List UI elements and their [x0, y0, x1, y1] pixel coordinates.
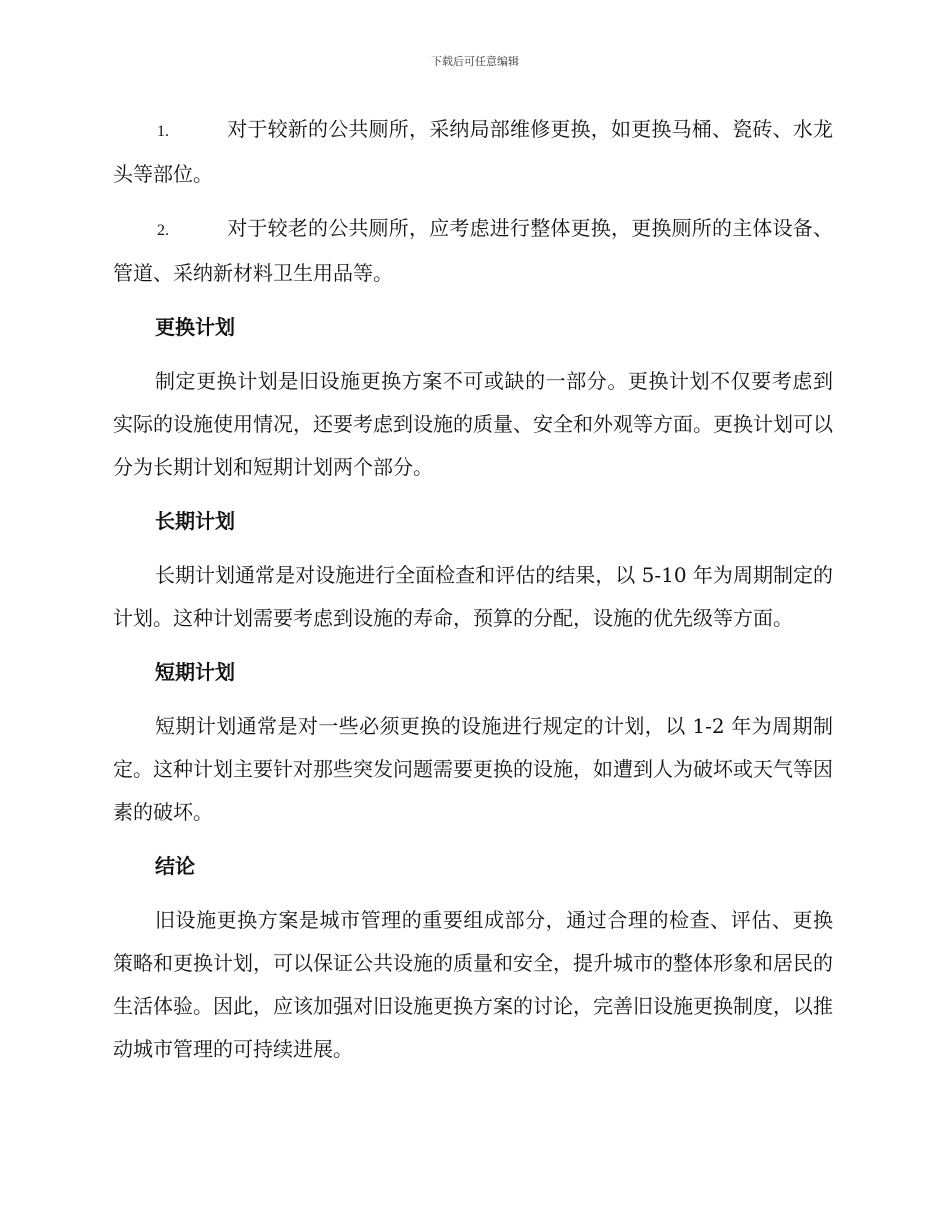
list-text: 对于较老的公共厕所，应考虑进行整体更换，更换厕所的主体设备、管道、采纳新材料卫生用品等。: [113, 216, 833, 285]
section-heading: 更换计划: [155, 315, 235, 339]
list-number: 2.: [157, 222, 169, 239]
section-paragraph: 制定更换计划是旧设施更换方案不可或缺的一部分。更换计划不仅要考虑到实际的设施使用情况，还要考虑到设施的质量、安全和外观等方面。更换计划可以分为长期计划和短期计划两个部分。: [113, 369, 833, 479]
list-item: [113, 108, 833, 196]
section-heading: 结论: [155, 854, 195, 878]
page-header: 下载后可任意编辑: [431, 55, 519, 68]
section-paragraph: 长期计划通常是对设施进行全面检查和评估的结果，以 5-10 年为周期制定的计划。这种计划需要考虑到设施的寿命，预算的分配，设施的优先级等方面。: [113, 563, 833, 630]
section-paragraph: 旧设施更换方案是城市管理的重要组成部分，通过合理的检查、评估、更换策略和更换计划，可以保证公共设施的质量和安全，提升城市的整体形象和居民的生活体验。因此，应该加强对旧设施更换方案的讨论，完善旧设施更换制度，以推动城市管理的可持续进展。: [113, 908, 833, 1061]
section-heading: 短期计划: [155, 660, 235, 684]
section-heading: 长期计划: [155, 509, 235, 533]
list-number: 1.: [157, 123, 169, 140]
list-text: 对于较新的公共厕所，采纳局部维修更换，如更换马桶、瓷砖、水龙头等部位。: [113, 117, 833, 186]
section-paragraph: 短期计划通常是对一些必须更换的设施进行规定的计划，以 1-2 年为周期制定。这种计划主要针对那些突发问题需要更换的设施，如遭到人为破坏或天气等因素的破坏。: [113, 714, 833, 824]
list-item: [113, 207, 833, 295]
document-body: [113, 108, 833, 1082]
